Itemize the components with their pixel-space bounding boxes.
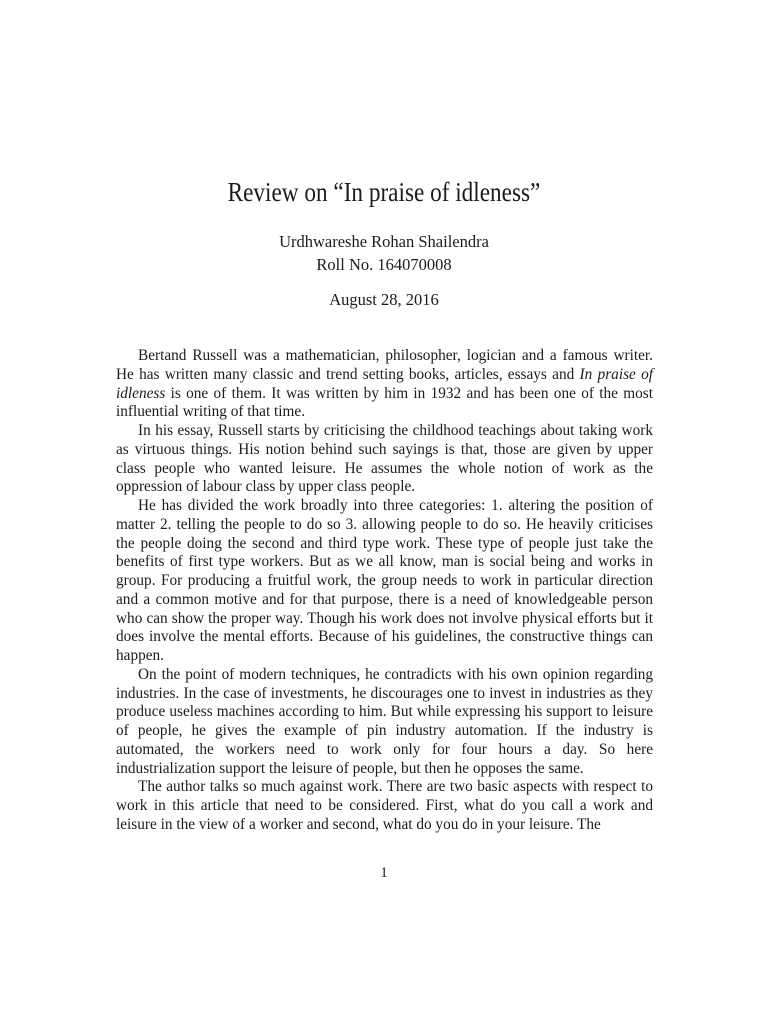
paragraph-5: The author talks so much against work. There are two basic aspects with respect to work in this article that need to be considered. First, what do you call a work and leisure in the view of a worker and second, what do you do in your leisure. The [116, 778, 653, 833]
paragraph-4: On the point of modern techniques, he contradicts with his own opinion regarding industries. In the case of investments, he discourages one to invest in industries as they produce useless machines according to him. But while expressing his support to leisure of people, he gives the example of pin industry automation. If the industry is automated, the workers need to work only for four hours a day. So here industrialization support the leisure of people, but then he opposes the same. [116, 665, 653, 777]
paragraph-1 [116, 347, 653, 422]
document-body [116, 347, 653, 835]
essay-title-emphasis: In praise of idleness [116, 365, 653, 402]
paragraph-1-text-start: Bertand Russell was a mathematician, philosopher, logician and a famous writer. He has written many classic and trend setting books, articles, essays and [116, 347, 653, 383]
page-number: 1 [380, 865, 388, 881]
author-name: Urdhwareshe Rohan Shailendra [279, 232, 489, 251]
document-date: August 28, 2016 [329, 290, 439, 309]
document-title: Review on “In praise of idleness” [227, 177, 541, 207]
roll-number: Roll No. 164070008 [316, 255, 452, 274]
paragraph-3: He has divided the work broadly into three categories: 1. altering the position of matter 2. telling the people to do so 3. allowing people to do so. He heavily criticises the people doing the second and third type work. These type of people just take the benefits of first type workers. But as we all know, man is social being and works in group. For producing a fruitful work, the group needs to work in particular direction and a common motive and for that purpose, there is a need of knowledgeable person who can show the proper way. Though his work does not involve physical efforts but it does involve the mental efforts. Because of his guidelines, the constructive things can happen. [116, 497, 653, 664]
paragraph-2: In his essay, Russell starts by criticising the childhood teachings about taking work as virtuous things. His notion behind such sayings is that, those are given by upper class people who wanted leisure. He assumes the whole notion of work as the oppression of labour class by upper class people. [116, 422, 653, 496]
paragraph-1-text-end: is one of them. It was written by him in 1932 and has been one of the most influential writing of that time. [116, 384, 653, 421]
author-block [0, 230, 768, 276]
